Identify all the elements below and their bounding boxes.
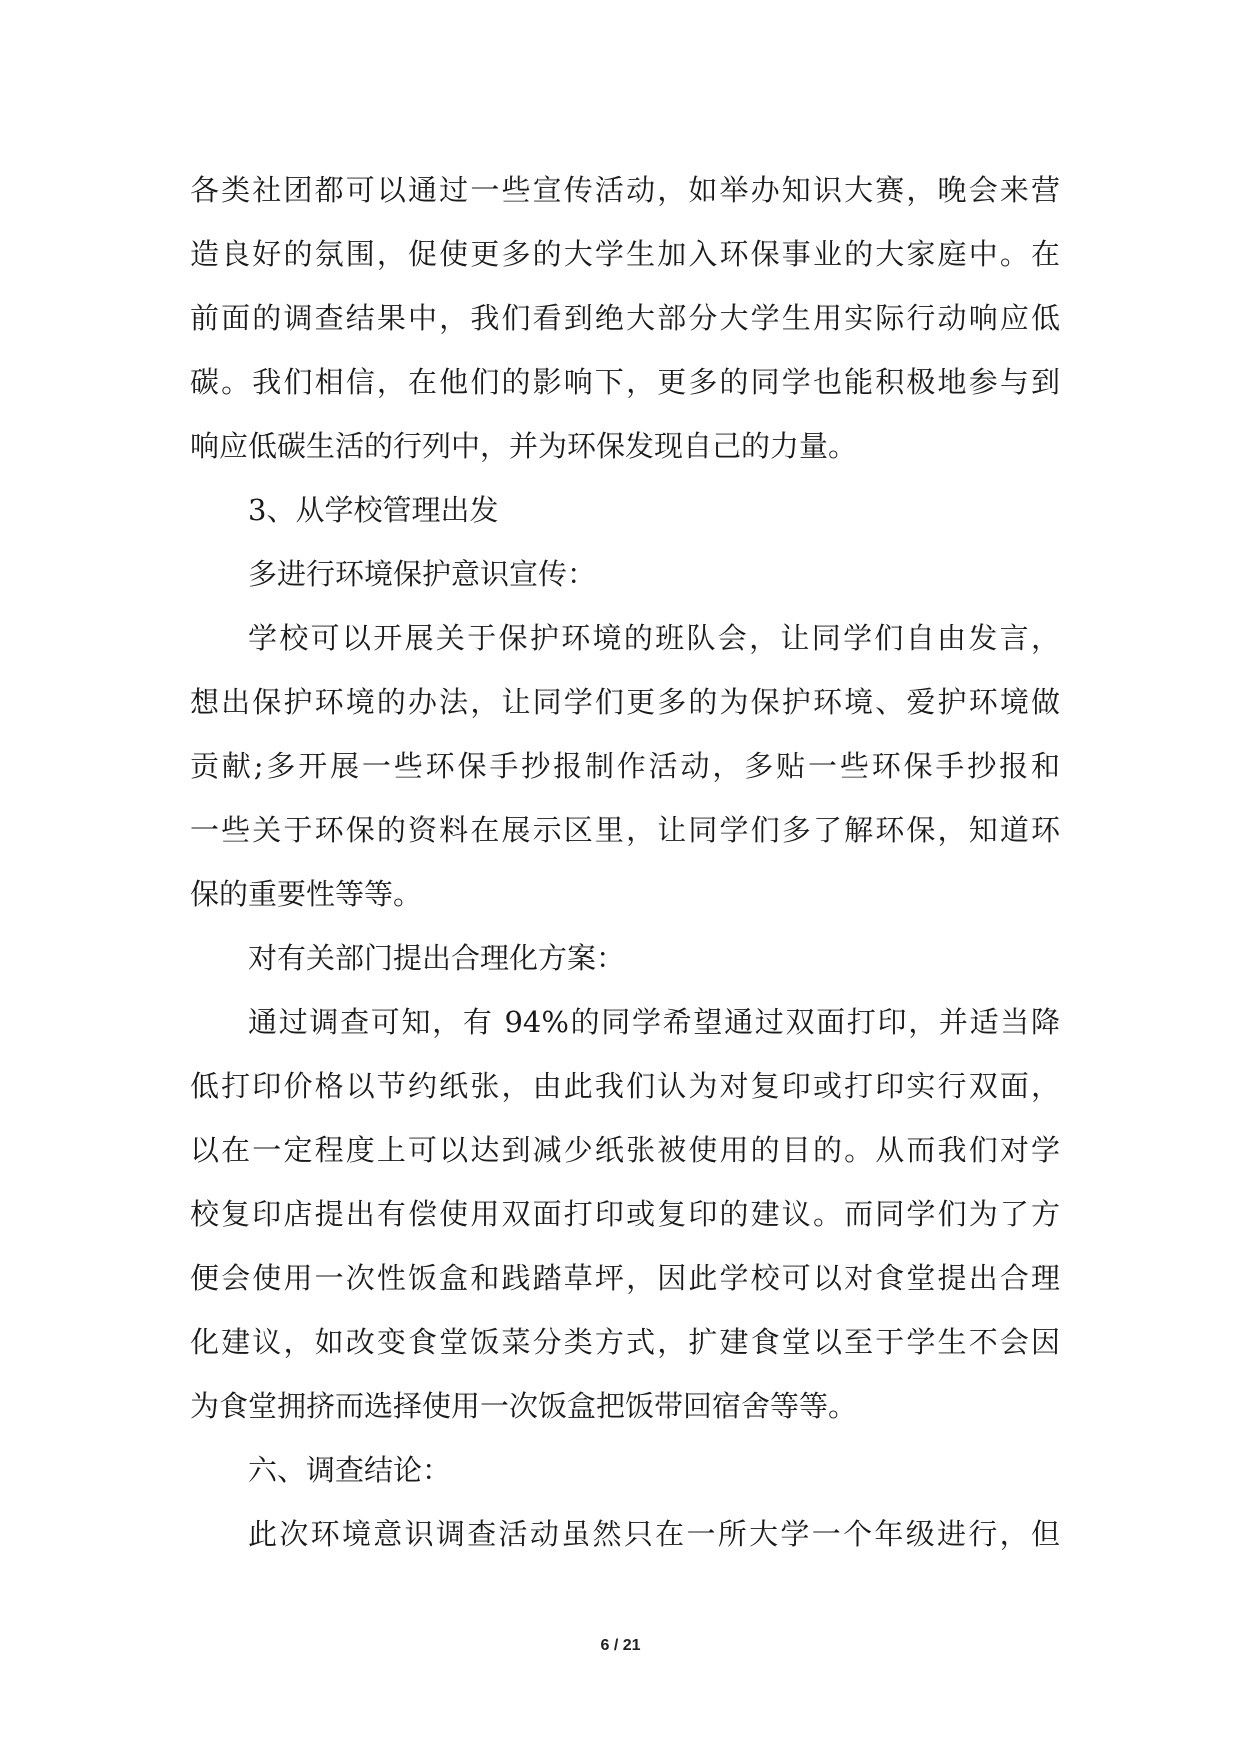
text-line: 想出保护环境的办法，让同学们更多的为保护环境、爱护环境做 <box>190 685 1060 719</box>
text-line: 贡献;多开展一些环保手抄报制作活动，多贴一些环保手抄报和 <box>190 749 1060 783</box>
text-line: 碳。我们相信，在他们的影响下，更多的同学也能积极地参与到 <box>190 365 1060 399</box>
section-heading: 3、从学校管理出发 <box>248 493 499 527</box>
text-line: 学校可以开展关于保护环境的班队会，让同学们自由发言， <box>248 621 1060 655</box>
text-line: 此次环境意识调查活动虽然只在一所大学一个年级进行，但 <box>248 1517 1060 1551</box>
section-heading: 六、调查结论： <box>248 1453 452 1487</box>
text-line: 低打印价格以节约纸张，由此我们认为对复印或打印实行双面， <box>190 1069 1060 1103</box>
text-line: 为食堂拥挤而选择使用一次饭盒把饭带回宿舍等等。 <box>190 1389 858 1423</box>
subheading: 对有关部门提出合理化方案： <box>248 941 626 975</box>
text-line: 各类社团都可以通过一些宣传活动，如举办知识大赛，晚会来营 <box>190 173 1060 207</box>
text-line: 造良好的氛围，促使更多的大学生加入环保事业的大家庭中。在 <box>190 237 1060 271</box>
text-line: 校复印店提出有偿使用双面打印或复印的建议。而同学们为了方 <box>190 1197 1060 1231</box>
text-line: 保的重要性等等。 <box>190 877 423 911</box>
text-line: 响应低碳生活的行列中，并为环保发现自己的力量。 <box>190 429 858 463</box>
subheading: 多进行环境保护意识宣传： <box>248 557 597 591</box>
text-line: 通过调查可知，有 94%的同学希望通过双面打印，并适当降 <box>248 1005 1060 1039</box>
text-line: 前面的调查结果中，我们看到绝大部分大学生用实际行动响应低 <box>190 301 1060 335</box>
text-line: 便会使用一次性饭盒和践踏草坪，因此学校可以对食堂提出合理 <box>190 1261 1060 1295</box>
text-line: 一些关于环保的资料在展示区里，让同学们多了解环保，知道环 <box>190 813 1060 847</box>
text-line: 以在一定程度上可以达到减少纸张被使用的目的。从而我们对学 <box>190 1133 1060 1167</box>
body-text <box>190 158 1060 1566</box>
text-line: 化建议，如改变食堂饭菜分类方式，扩建食堂以至于学生不会因 <box>190 1325 1060 1359</box>
page-number: 6 / 21 <box>600 1637 641 1654</box>
